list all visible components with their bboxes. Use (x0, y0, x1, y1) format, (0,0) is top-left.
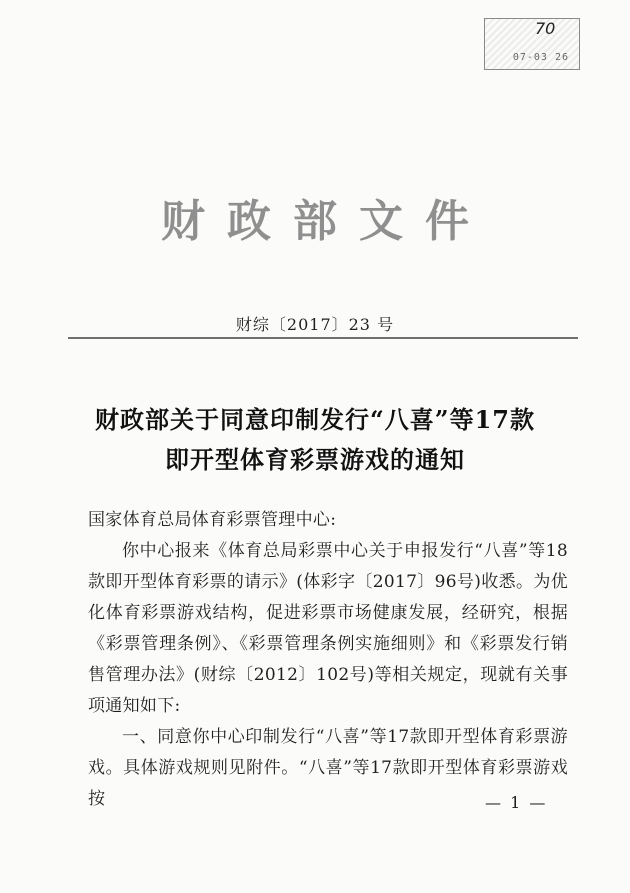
issuing-authority-title: 财政部文件 (161, 196, 491, 247)
receipt-stamp (484, 18, 580, 70)
document-body (88, 505, 568, 815)
stamp-number: 70 (535, 19, 556, 38)
paragraph-1: 你中心报来《体育总局彩票中心关于申报发行“八喜”等18款即开型体育彩票的请示》(体彩字〔2017〕96号)收悉。为优化体育彩票游戏结构，促进彩票市场健康发展，经研究，根据《彩票管理条例》、《彩票管理条例实施细则》和《彩票发行销售管理办法》(财综〔2012〕102号)等相关规定，现就有关事项通知如下: (88, 541, 568, 716)
header-divider (68, 337, 578, 339)
paragraph-2: 一、同意你中心印制发行“八喜”等17款即开型体育彩票游戏。具体游戏规则见附件。“八喜”等17款即开型体育彩票游戏按 (88, 727, 568, 809)
document-title-line-1: 财政部关于同意印制发行“八喜”等17款 (94, 405, 535, 434)
document-number: 财综〔2017〕23 号 (235, 315, 395, 334)
page-number: — 1 — (485, 793, 548, 812)
document-title-line-2: 即开型体育彩票游戏的通知 (165, 445, 465, 474)
stamp-date: 07-03 26 (512, 52, 569, 63)
addressee: 国家体育总局体育彩票管理中心: (88, 510, 337, 530)
